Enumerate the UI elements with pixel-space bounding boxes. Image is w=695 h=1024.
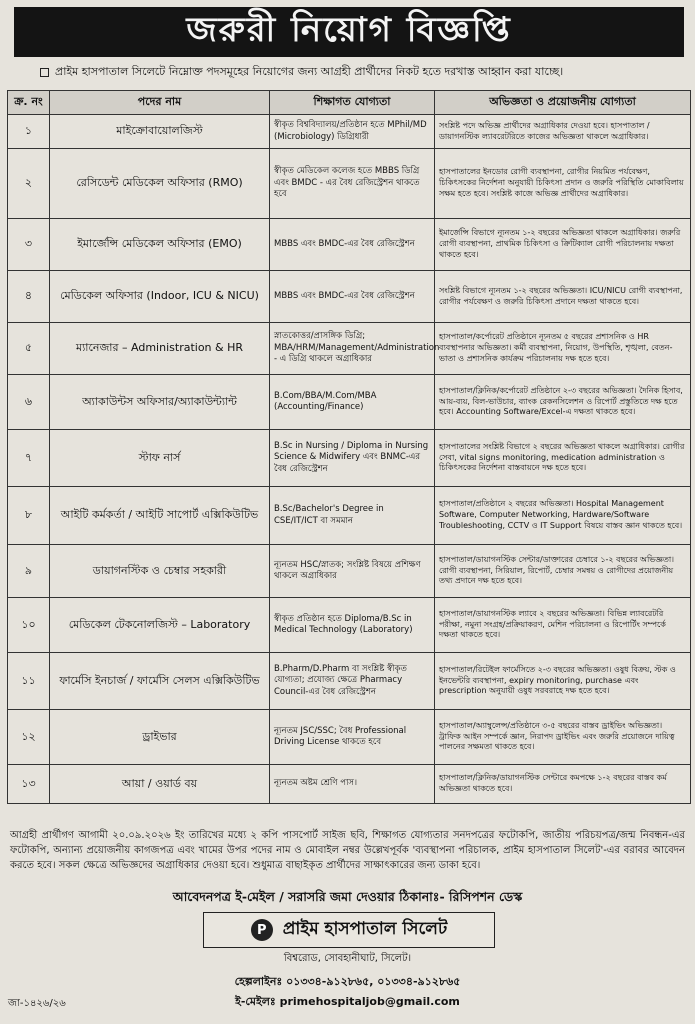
hospital-address: বিশ্বরোড, সোবহানীঘাট, সিলেট।	[283, 953, 412, 964]
serial-cell: ৩	[8, 219, 50, 271]
serial-cell: ১১	[8, 653, 50, 710]
serial-cell: ১	[8, 115, 50, 149]
experience-cell: সংশ্লিষ্ট বিভাগে ন্যূনতম ১-২ বছরের অভিজ্ঞতা। ICU/NICU রোগী ব্যবস্থাপনা, রোগীর পর্যবেক্ষণ ও জরুরি চিকিৎসা প্রদানে দক্ষতা থাকতে হবে।	[435, 271, 691, 323]
intro-line	[40, 63, 680, 82]
education-cell: স্বীকৃত বিশ্ববিদ্যালয়/প্রতিষ্ঠান হতে MPhil/MD (Microbiology) ডিগ্রিধারী	[270, 115, 435, 149]
serial-cell: ৫	[8, 323, 50, 375]
experience-cell: হাসপাতাল/প্রতিষ্ঠানে ২ বছরের অভিজ্ঞতা। Hospital Management Software, Computer Networking, Hardware/Software Troubleshooting, CCTV ও IT Support বিষয়ে বাস্তব জ্ঞান থাকতে হবে।	[435, 487, 691, 545]
hotline: হেল্পলাইনঃ ০১৩৩৪-৯১২৮৬৫, ০১৩৩৪-৯১২৮৬৫	[234, 975, 461, 988]
education-cell: ন্যূনতম JSC/SSC; বৈধ Professional Driving License থাকতে হবে	[270, 710, 435, 765]
table-row	[8, 219, 691, 271]
experience-cell: হাসপাতাল/ক্লিনিক/কর্পোরেট প্রতিষ্ঠানে ২-৩ বছরের অভিজ্ঞতা। দৈনিক হিসাব, আয়-ব্যয়, বিল-ভাউচার, ব্যাংক রেকনসিলেশন ও রিপোর্ট প্রস্তুতিতে দক্ষ হতে হবে। Accounting Software/Excel-এ দক্ষতা থাকতে হবে।	[435, 375, 691, 430]
table-header-row	[8, 91, 691, 115]
experience-cell: হাসপাতাল/ডায়াগনস্টিক সেন্টার/ডাক্তারের চেম্বারে ১-২ বছরের অভিজ্ঞতা। রোগী ব্যবস্থাপনা, সিরিয়াল, রিপোর্ট, চেম্বার সমন্বয় ও রোগীদের প্রয়োজনীয় তথ্য প্রদানে দক্ষ হতে হবে।	[435, 545, 691, 598]
position-cell: ফার্মেসি ইনচার্জ / ফার্মেসি সেলস এক্সিকিউটিভ	[50, 653, 270, 710]
experience-cell: হাসপাতালের সংশ্লিষ্ট বিভাগে ২ বছরের অভিজ্ঞতা থাকলে অগ্রাধিকার। রোগীর সেবা, vital signs monitoring, medication administration ও চিকিৎসকের নির্দেশনা বাস্তবায়নে দক্ষ হতে হবে।	[435, 430, 691, 487]
table-row	[8, 271, 691, 323]
table-row	[8, 323, 691, 375]
experience-cell: হাসপাতাল/ক্লিনিক/ডায়াগনস্টিক সেন্টারে কমপক্ষে ১-২ বছরের বাস্তব কর্ম অভিজ্ঞতা থাকতে হবে।	[435, 765, 691, 804]
serial-cell: ৯	[8, 545, 50, 598]
intro-text: প্রাইম হাসপাতাল সিলেটে নিম্নোক্ত পদসমূহের নিয়োগের জন্য আগ্রহী প্রার্থীদের নিকট হতে দরখাস্ত আহ্বান করা যাচ্ছে।	[55, 65, 564, 78]
table-row	[8, 149, 691, 219]
education-cell: ন্যূনতম অষ্টম শ্রেণি পাস।	[270, 765, 435, 804]
checkbox-icon	[40, 68, 49, 77]
notice-title: জরুরী নিয়োগ বিজ্ঞপ্তি	[14, 7, 684, 57]
serial-cell: ৪	[8, 271, 50, 323]
position-cell: স্টাফ নার্স	[50, 430, 270, 487]
education-cell: স্বীকৃত প্রতিষ্ঠান হতে Diploma/B.Sc in Medical Technology (Laboratory)	[270, 598, 435, 653]
table-row	[8, 653, 691, 710]
serial-cell: ২	[8, 149, 50, 219]
reference-code: জা-১৪২৬/২৬	[8, 998, 66, 1009]
position-cell: ড্রাইভার	[50, 710, 270, 765]
education-cell: স্নাতকোত্তর/প্রাসঙ্গিক ডিগ্রি; MBA/HRM/Management/Administration - এ ডিগ্রি থাকলে অগ্রাধিকার	[270, 323, 435, 375]
position-cell: মেডিকেল টেকনোলজিস্ট – Laboratory	[50, 598, 270, 653]
experience-cell: হাসপাতাল/রিটেইল ফার্মেসিতে ২-৩ বছরের অভিজ্ঞতা। ওষুধ বিক্রয়, স্টক ও ইনভেন্টরি ব্যবস্থাপনা, expiry monitoring, purchase এবং prescription অনুযায়ী ওষুধ সরবরাহে দক্ষ হতে হবে।	[435, 653, 691, 710]
education-cell: ন্যূনতম HSC/স্নাতক; সংশ্লিষ্ট বিষয়ে প্রশিক্ষণ থাকলে অগ্রাধিকার	[270, 545, 435, 598]
experience-cell: সংশ্লিষ্ট পদে অভিজ্ঞ প্রার্থীদের অগ্রাধিকার দেওয়া হবে। হাসপাতাল /ডায়াগনস্টিক ল্যাবরেটরিতে কাজের অভিজ্ঞতা থাকলে অগ্রাধিকার।	[435, 115, 691, 149]
education-cell: স্বীকৃত মেডিকেল কলেজ হতে MBBS ডিগ্রি এবং BMDC - এর বৈধ রেজিস্ট্রেশন থাকতে হবে	[270, 149, 435, 219]
position-cell: ম্যানেজার – Administration & HR	[50, 323, 270, 375]
header-experience: অভিজ্ঞতা ও প্রয়োজনীয় যোগ্যতা	[435, 91, 691, 115]
position-cell: মাইক্রোবায়োলজিস্ট	[50, 115, 270, 149]
serial-cell: ৭	[8, 430, 50, 487]
table-row	[8, 115, 691, 149]
position-cell: আইটি কর্মকর্তা / আইটি সাপোর্ট এক্সিকিউটিভ	[50, 487, 270, 545]
hospital-name: প্রাইম হাসপাতাল সিলেট	[282, 919, 448, 939]
education-cell: B.Sc/Bachelor's Degree in CSE/IT/ICT বা সমমান	[270, 487, 435, 545]
table-row	[8, 487, 691, 545]
email-address[interactable]: ই-মেইলঃ primehospitaljob@gmail.com	[235, 995, 460, 1008]
education-cell: B.Sc in Nursing / Diploma in Nursing Science & Midwifery এবং BNMC-এর বৈধ রেজিস্ট্রেশন	[270, 430, 435, 487]
serial-cell: ১৩	[8, 765, 50, 804]
hospital-logo-icon: P	[251, 919, 273, 941]
table-row	[8, 375, 691, 430]
serial-cell: ৬	[8, 375, 50, 430]
application-address: আবেদনপত্র ই-মেইল / সরাসরি জমা দেওয়ার ঠিকানাঃ- রিসিপশন ডেস্ক	[172, 889, 523, 904]
hospital-logo-box	[203, 912, 495, 948]
serial-cell: ১২	[8, 710, 50, 765]
position-cell: ডায়াগনস্টিক ও চেম্বার সহকারী	[50, 545, 270, 598]
table-row	[8, 430, 691, 487]
serial-cell: ৮	[8, 487, 50, 545]
position-cell: আয়া / ওয়ার্ড বয়	[50, 765, 270, 804]
table-row	[8, 765, 691, 804]
position-cell: মেডিকেল অফিসার (Indoor, ICU & NICU)	[50, 271, 270, 323]
experience-cell: হাসপাতাল/ডায়াগনস্টিক ল্যাবে ২ বছরের অভিজ্ঞতা। বিভিন্ন ল্যাবরেটরি পরীক্ষা, নমুনা সংগ্রহ/প্রক্রিয়াকরণ, মেশিন পরিচালনা ও রিপোর্টিং সম্পর্কে দক্ষতা থাকতে হবে।	[435, 598, 691, 653]
education-cell: B.Pharm/D.Pharm বা সংশ্লিষ্ট স্বীকৃত যোগ্যতা; প্রযোজ্য ক্ষেত্রে Pharmacy Council-এর বৈধ রেজিস্ট্রেশন	[270, 653, 435, 710]
education-cell: B.Com/BBA/M.Com/MBA (Accounting/Finance)	[270, 375, 435, 430]
experience-cell: ইমার্জেন্সি বিভাগে ন্যূনতম ১-২ বছরের অভিজ্ঞতা থাকলে অগ্রাধিকার। জরুরি রোগী ব্যবস্থাপনা, প্রাথমিক চিকিৎসা ও ক্রিটিক্যাল রোগী পরিচালনায় দক্ষতা থাকতে হবে।	[435, 219, 691, 271]
experience-cell: হাসপাতাল/কর্পোরেট প্রতিষ্ঠানে ন্যূনতম ৫ বছরের প্রশাসনিক ও HR ব্যবস্থাপনার অভিজ্ঞতা। কর্মী ব্যবস্থাপনা, নিয়োগ, উপস্থিতি, শৃঙ্খলা, বেতন-ভাতা ও প্রশাসনিক কার্যক্রম পরিচালনায় দক্ষ হতে হবে।	[435, 323, 691, 375]
experience-cell: হাসপাতালের ইনডোর রোগী ব্যবস্থাপনা, রোগীর নিয়মিত পর্যবেক্ষণ, চিকিৎসকের নির্দেশনা অনুযায়ী চিকিৎসা প্রদান ও জরুরি পরিস্থিতি মোকাবিলায় সক্ষম হতে হবে। সংশ্লিষ্ট কাজে অভিজ্ঞ প্রার্থীদের অগ্রাধিকার।	[435, 149, 691, 219]
education-cell: MBBS এবং BMDC-এর বৈধ রেজিস্ট্রেশন	[270, 219, 435, 271]
table-row	[8, 710, 691, 765]
header-education: শিক্ষাগত যোগ্যতা	[270, 91, 435, 115]
job-table	[7, 90, 691, 804]
experience-cell: হাসপাতাল/অ্যাম্বুলেন্স/প্রতিষ্ঠানে ৩-৫ বছরের বাস্তব ড্রাইভিং অভিজ্ঞতা। ট্রাফিক আইন সম্পর্কে জ্ঞান, নিরাপদ ড্রাইভিং এবং জরুরি প্রয়োজনে দায়িত্ব পালনের সক্ষমতা থাকতে হবে।	[435, 710, 691, 765]
position-cell: ইমার্জেন্সি মেডিকেল অফিসার (EMO)	[50, 219, 270, 271]
serial-cell: ১০	[8, 598, 50, 653]
header-serial: ক্র. নং	[8, 91, 50, 115]
table-row	[8, 598, 691, 653]
header-position: পদের নাম	[50, 91, 270, 115]
table-row	[8, 545, 691, 598]
application-instructions: আগ্রহী প্রার্থীগণ আগামী ২০.০৯.২০২৬ ইং তারিখের মধ্যে ২ কপি পাসপোর্ট সাইজ ছবি, শিক্ষাগত যোগ্যতার সনদপত্রের ফটোকপি, জাতীয় পরিচয়পত্র/জন্ম নিবন্ধন-এর ফটোকপি, অন্যান্য প্রয়োজনীয় কাগজপত্র এবং খামের উপর পদের নাম ও মোবাইল নম্বর উল্লেখপূর্বক 'ব্যবস্থাপনা পরিচালক, প্রাইম হাসপাতাল সিলেট'-এর বরাবর আবেদন করতে হবে। সকল ক্ষেত্রে অভিজ্ঞদের অগ্রাধিকার দেওয়া হবে। শুধুমাত্র বাছাইকৃত প্রার্থীদের সাক্ষাৎকারের জন্য ডাকা হবে।	[10, 830, 685, 871]
position-cell: অ্যাকাউন্টস অফিসার/অ্যাকাউন্ট্যান্ট	[50, 375, 270, 430]
education-cell: MBBS এবং BMDC-এর বৈধ রেজিস্ট্রেশন	[270, 271, 435, 323]
position-cell: রেসিডেন্ট মেডিকেল অফিসার (RMO)	[50, 149, 270, 219]
